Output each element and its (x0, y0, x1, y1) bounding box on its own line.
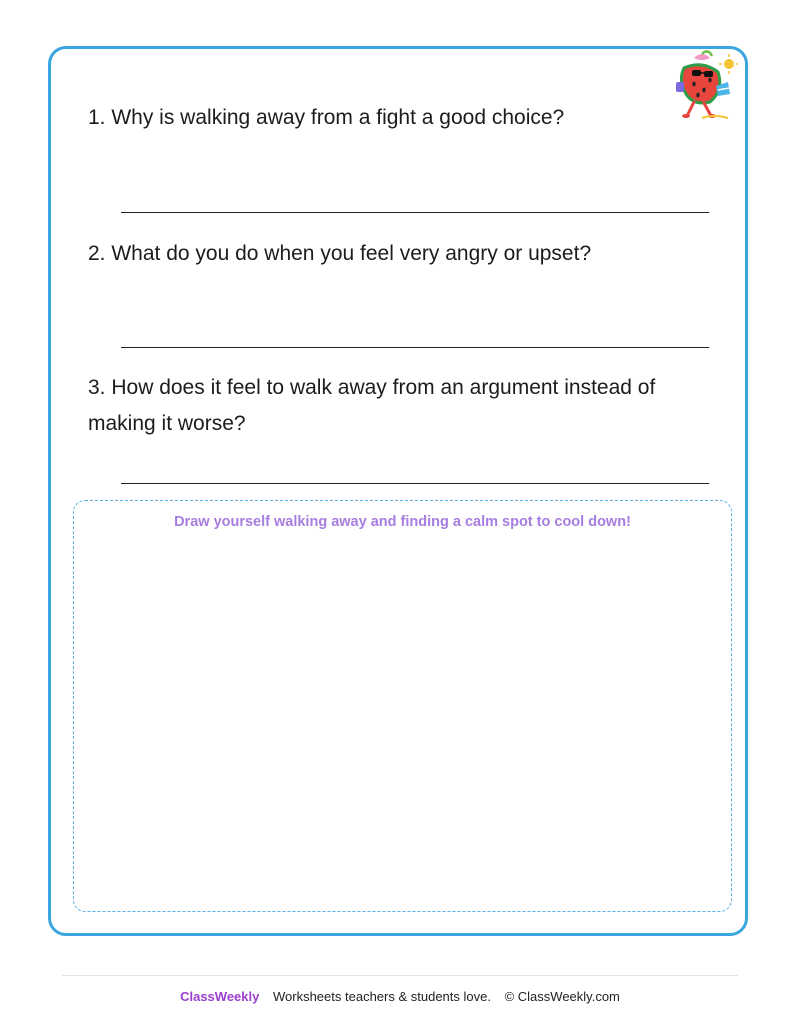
answer-line-3[interactable] (121, 483, 709, 484)
answer-line-2[interactable] (121, 347, 709, 348)
drawing-prompt: Draw yourself walking away and finding a calm spot to cool down! (174, 514, 631, 530)
footer-brand: ClassWeekly (180, 989, 260, 1004)
footer-tagline: Worksheets teachers & students love. (272, 989, 491, 1004)
question-2: 2. What do you do when you feel very angry or upset? (88, 242, 592, 265)
footer-copyright: © ClassWeekly.com (504, 989, 620, 1004)
question-3: 3. How does it feel to walk away from an argument instead of making it worse? (88, 376, 656, 435)
question-1: 1. Why is walking away from a fight a good choice? (88, 106, 565, 129)
footer (0, 989, 800, 1004)
answer-line-1[interactable] (121, 212, 709, 213)
footer-divider (62, 975, 738, 976)
drawing-area[interactable] (73, 500, 732, 912)
